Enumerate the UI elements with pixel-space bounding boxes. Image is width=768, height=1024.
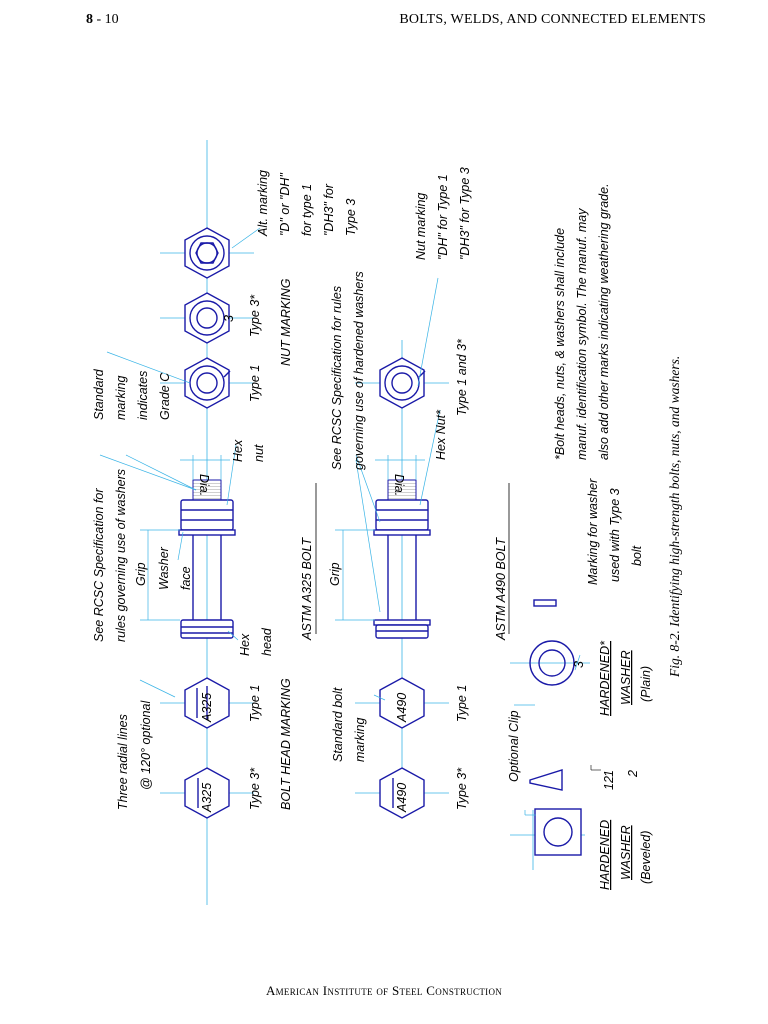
a490-head-type3-view [355, 768, 449, 818]
a325-hex-head-2: head [260, 628, 274, 656]
figure-caption: Fig. 8-2. Identifying high-strength bolts, nuts, and washers. [667, 355, 682, 677]
a325-rcsc-2: rules governing use of washers [114, 468, 128, 642]
section-title: BOLTS, WELDS, AND CONNECTED ELEMENTS [399, 12, 706, 27]
a325-nut-type3-label: Type 3* [248, 294, 262, 337]
a325-hex-head-1: Hex [238, 633, 252, 656]
a325-standard-4: Grade C [158, 372, 172, 420]
a490-nut-mark-2: "DH" for Type 1 [436, 174, 450, 260]
a490-std-bolt-2: marking [353, 717, 367, 762]
page-number-suffix: - 10 [93, 12, 119, 27]
slope-12: 12 [602, 776, 616, 790]
a325-alt-3: for type 1 [300, 183, 314, 236]
slope-2: 2 [626, 770, 640, 777]
a325-head-mark-type1: A325 [200, 692, 214, 722]
slope-1: 1 [602, 770, 616, 777]
washer-marking-2: used with Type 3 [608, 488, 622, 582]
note-line-2: manuf. identification symbol. The manuf. may [575, 208, 589, 460]
washer-marking-1: Marking for washer [586, 478, 600, 585]
beveled-washer-label-1: HARDENED [598, 819, 612, 890]
leader-lines [100, 228, 601, 770]
page-footer [0, 983, 768, 999]
a325-grip: Grip [134, 562, 148, 586]
a325-standard-3: indicates [136, 370, 150, 420]
a490-head-type3-label: Type 3* [455, 767, 469, 810]
a325-head-mark-type3: A325 [200, 782, 214, 812]
a490-dia: Dia. [392, 474, 406, 497]
plain-washer-label-1: HARDENED* [598, 640, 612, 716]
a325-hex-nut-1: Hex [231, 439, 245, 462]
a490-head-type1-label: Type 1 [455, 684, 469, 722]
a325-alt-2: "D" or "DH" [278, 173, 292, 236]
a325-radial-lines-1: Three radial lines [116, 714, 130, 810]
a490-type1and3-label: Type 1 and 3* [455, 339, 469, 416]
plain-washer-label-2: WASHER [619, 650, 633, 705]
a325-rcsc-1: See RCSC Specification for [92, 488, 106, 642]
note-line-1: *Bolt heads, nuts, & washers shall include [553, 227, 567, 460]
a325-nut-mark3: 3 [222, 315, 236, 322]
a325-standard-2: marking [114, 375, 128, 420]
a325-nut-alt-view [160, 228, 254, 278]
a490-nut-mark-3: "DH3" for Type 3 [458, 167, 472, 260]
a325-head-marking-title: BOLT HEAD MARKING [279, 678, 293, 810]
a325-nut-type3-view [160, 293, 254, 343]
beveled-washer-view [510, 770, 585, 870]
a490-rcsc-1: See RCSC Specification for rules [330, 285, 344, 470]
a325-head-type3-label: Type 3* [248, 767, 262, 810]
washer-marking-3: bolt [630, 545, 644, 566]
a490-rcsc-2: governing use of hardened washers [352, 271, 366, 470]
a490-head-mark-type3: A490 [395, 782, 409, 812]
a490-head-mark-type1: A490 [395, 692, 409, 722]
optional-clip-label: Optional Clip [507, 710, 521, 782]
a325-row [160, 140, 254, 905]
a325-head-type1-label: Type 1 [248, 684, 262, 722]
a490-bolt-title: ASTM A490 BOLT [494, 537, 508, 640]
a490-head-type1-view [355, 678, 449, 728]
page-number-bold: 8 [86, 12, 93, 27]
plain-washer-view [510, 600, 590, 685]
a325-bolt-title: ASTM A325 BOLT [300, 537, 314, 640]
a325-washer-face-1: Washer [157, 547, 171, 590]
a325-nut-type1-view [160, 358, 254, 408]
washers-row [510, 600, 590, 870]
a490-nut-view [355, 358, 449, 408]
a325-head-type1-view [160, 678, 254, 728]
a490-hex-nut-label: Hex Nut* [434, 409, 448, 460]
beveled-washer-label-2: WASHER [619, 825, 633, 880]
a325-alt-5: Type 3 [344, 198, 358, 236]
beveled-washer-label-3: (Beveled) [639, 830, 653, 884]
plain-washer-mark: 3 [572, 661, 586, 668]
a490-grip: Grip [328, 562, 342, 586]
a325-alt-4: "DH3" for [322, 184, 336, 236]
note-line-3: also add other marks indicating weathering grade. [597, 183, 611, 460]
a325-nut-marking-title: NUT MARKING [279, 278, 293, 366]
a325-head-type3-view [160, 768, 254, 818]
a490-nut-mark-1: Nut marking [414, 192, 428, 260]
plain-washer-label-3: (Plain) [639, 665, 653, 702]
a325-hex-nut-2: nut [252, 444, 266, 462]
note-block [553, 183, 611, 460]
a325-dia: Dia. [197, 474, 211, 497]
a325-nut-type1-label: Type 1 [248, 364, 262, 402]
a325-radial-lines-2: @ 120° optional [139, 700, 153, 790]
a325-alt-1: Alt. marking [256, 170, 270, 236]
footer-text: American Institute of Steel Construction [265, 983, 503, 998]
a325-standard-1: Standard [92, 369, 106, 420]
a325-washer-face-2: face [179, 566, 193, 590]
a490-std-bolt-1: Standard bolt [331, 687, 345, 762]
